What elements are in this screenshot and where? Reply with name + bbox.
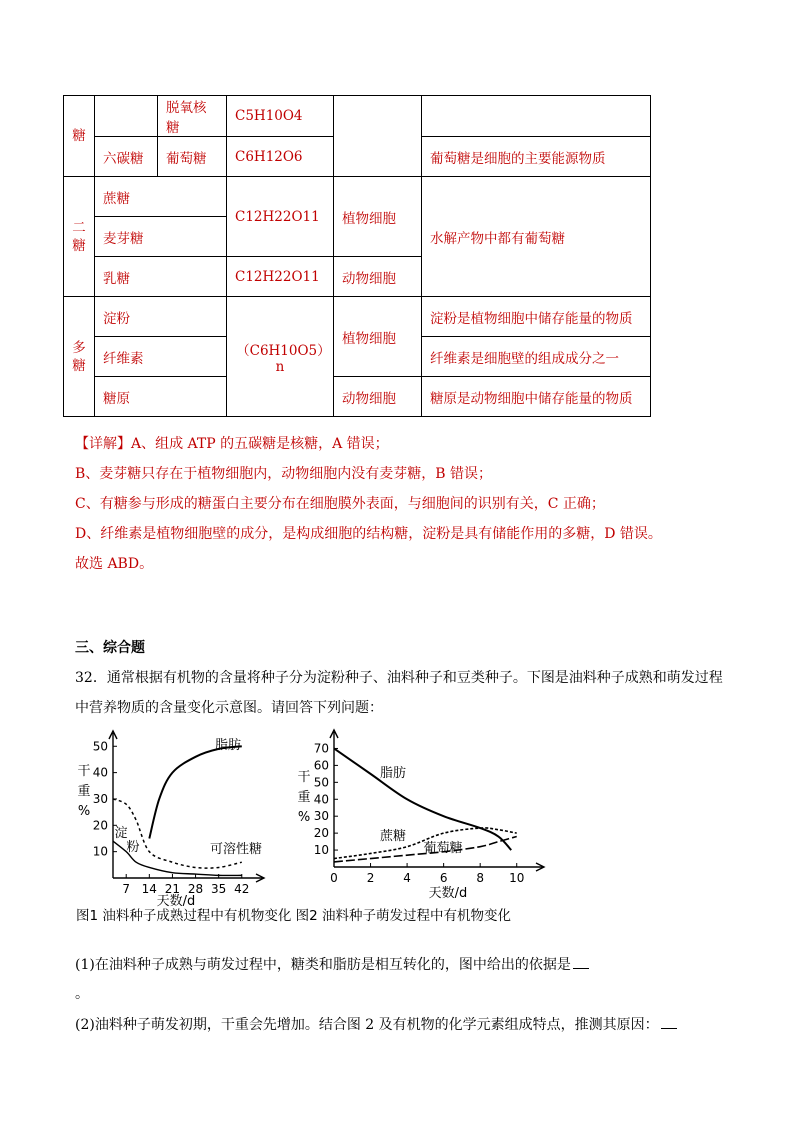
table-cell: 蔗糖: [95, 177, 227, 217]
y-tick-label: 30: [313, 809, 329, 824]
x-tick-label: 14: [141, 882, 157, 896]
question-text-line1: 32．通常根据有机物的含量将种子分为淀粉种子、油料种子和豆类种子。下图是油料种子成熟和萌发过程: [75, 670, 723, 686]
table-cell: [334, 96, 422, 177]
table-cell: （C6H10O5）n: [227, 297, 334, 417]
y-tick-label: 50: [92, 739, 108, 754]
x-tick-label: 2: [366, 871, 375, 885]
x-tick-label: 0: [330, 871, 338, 885]
category-cell: 多 糖: [64, 297, 95, 417]
explanation-c: C、有糖参与形成的糖蛋白主要分布在细胞膜外表面，与细胞间的识别有关，C 正确；: [75, 496, 605, 512]
y-tick-label: 20: [313, 826, 329, 841]
y-tick-label: 40: [92, 765, 108, 780]
table-cell: C5H10O4: [227, 96, 334, 137]
x-tick-label: 42: [234, 882, 250, 896]
table-row: [64, 297, 651, 337]
series-label-starch: 淀: [114, 826, 128, 841]
table-cell: 糖原是动物细胞中储存能量的物质: [422, 377, 651, 417]
table-cell: 脱氧核糖: [158, 96, 227, 137]
x-tick-label: 10: [509, 871, 525, 885]
chart-2: [297, 730, 544, 901]
answer-line: 故选 ABD。: [75, 556, 154, 572]
table-cell: C6H12O6: [227, 137, 334, 177]
x-axis-label: 天数/d: [428, 886, 468, 901]
table-cell: 淀粉: [95, 297, 227, 337]
table-cell: 水解产物中都有葡萄糖: [422, 177, 651, 297]
y-tick-label: 50: [313, 775, 329, 790]
series-label-starch: 粉: [126, 840, 140, 855]
table-cell: 纤维素: [95, 337, 227, 377]
table-cell: 植物细胞: [334, 177, 422, 257]
y-axis-label: 干: [297, 770, 311, 785]
table-cell: 六碳糖: [95, 137, 158, 177]
chart-1: [77, 731, 264, 909]
explanation-a: 【详解】A、组成 ATP 的五碳糖是核糖，A 错误；: [75, 436, 389, 452]
table-cell: C12H22O11: [227, 177, 334, 257]
table-cell: 动物细胞: [334, 257, 422, 297]
figure-caption: 图1 油料种子成熟过程中有机物变化 图2 油料种子萌发过程中有机物变化: [76, 908, 512, 924]
series-label-sugar: 可溶性糖: [209, 842, 263, 857]
table-cell: 植物细胞: [334, 297, 422, 377]
answer-blank[interactable]: [661, 1014, 677, 1029]
y-axis-label: 重: [77, 784, 91, 799]
section-title: 三、综合题: [75, 640, 145, 656]
y-tick-label: 20: [92, 818, 108, 833]
table-cell: [95, 96, 158, 137]
x-tick-label: 6: [439, 871, 448, 885]
table-cell: 糖原: [95, 377, 227, 417]
series-label-fat: 脂肪: [379, 766, 407, 781]
x-axis-label: 天数/d: [156, 894, 196, 909]
table-cell: 动物细胞: [334, 377, 422, 417]
series-label-fat: 脂肪: [214, 738, 242, 753]
table-cell: 纤维素是细胞壁的组成成分之一: [422, 337, 651, 377]
table-cell: 葡萄糖是细胞的主要能源物质: [422, 137, 651, 177]
series-line: [149, 746, 241, 838]
question-1-end: 。: [75, 986, 89, 1002]
category-cell: 糖: [64, 96, 95, 177]
x-tick-label: 8: [476, 871, 485, 885]
table-row: [64, 96, 651, 137]
y-tick-label: 30: [92, 791, 108, 806]
table-cell: 麦芽糖: [95, 217, 227, 257]
table-cell: C12H22O11: [227, 257, 334, 297]
x-tick-label: 21: [164, 882, 181, 896]
table-cell: 淀粉是植物细胞中储存能量的物质: [422, 297, 651, 337]
table-row: [64, 177, 651, 217]
series-line: [334, 748, 511, 850]
y-tick-label: 40: [313, 792, 329, 807]
series-label-sucrose: 蔗糖: [379, 829, 407, 844]
x-tick-label: 7: [122, 882, 131, 896]
y-axis-label: %: [77, 804, 91, 819]
explanation-d: D、纤维素是植物细胞壁的成分，是构成细胞的结构糖，淀粉是具有储能作用的多糖，D 错误。: [75, 526, 662, 542]
category-cell: 二 糖: [64, 177, 95, 297]
series-label-glucose: 葡萄糖: [423, 841, 463, 856]
x-tick-label: 4: [403, 871, 411, 885]
question-text-line2: 中营养物质的含量变化示意图。请回答下列问题：: [75, 700, 383, 716]
y-axis-label: %: [297, 810, 311, 825]
y-tick-label: 10: [313, 843, 329, 858]
explanation-b: B、麦芽糖只存在于植物细胞内，动物细胞内没有麦芽糖，B 错误；: [75, 466, 493, 482]
y-axis-label: 干: [77, 764, 91, 779]
table-cell: 乳糖: [95, 257, 227, 297]
x-tick-label: 35: [211, 882, 227, 896]
table-cell: 葡萄糖: [158, 137, 227, 177]
table-cell: [422, 96, 651, 137]
sugar-table: [63, 95, 651, 417]
y-axis-label: 重: [297, 790, 311, 805]
y-tick-label: 10: [92, 844, 108, 859]
question-1: (1)在油料种子成熟与萌发过程中，糖类和脂肪是相互转化的，图中给出的依据是: [75, 954, 589, 975]
y-tick-label: 60: [313, 758, 329, 773]
answer-blank[interactable]: [573, 954, 589, 969]
question-2: (2)油料种子萌发初期，干重会先增加。结合图 2 及有机物的化学元素组成特点，推测其原因：: [75, 1014, 677, 1035]
y-tick-label: 70: [313, 741, 329, 756]
x-tick-label: 28: [187, 882, 204, 896]
table-row: [64, 377, 651, 417]
